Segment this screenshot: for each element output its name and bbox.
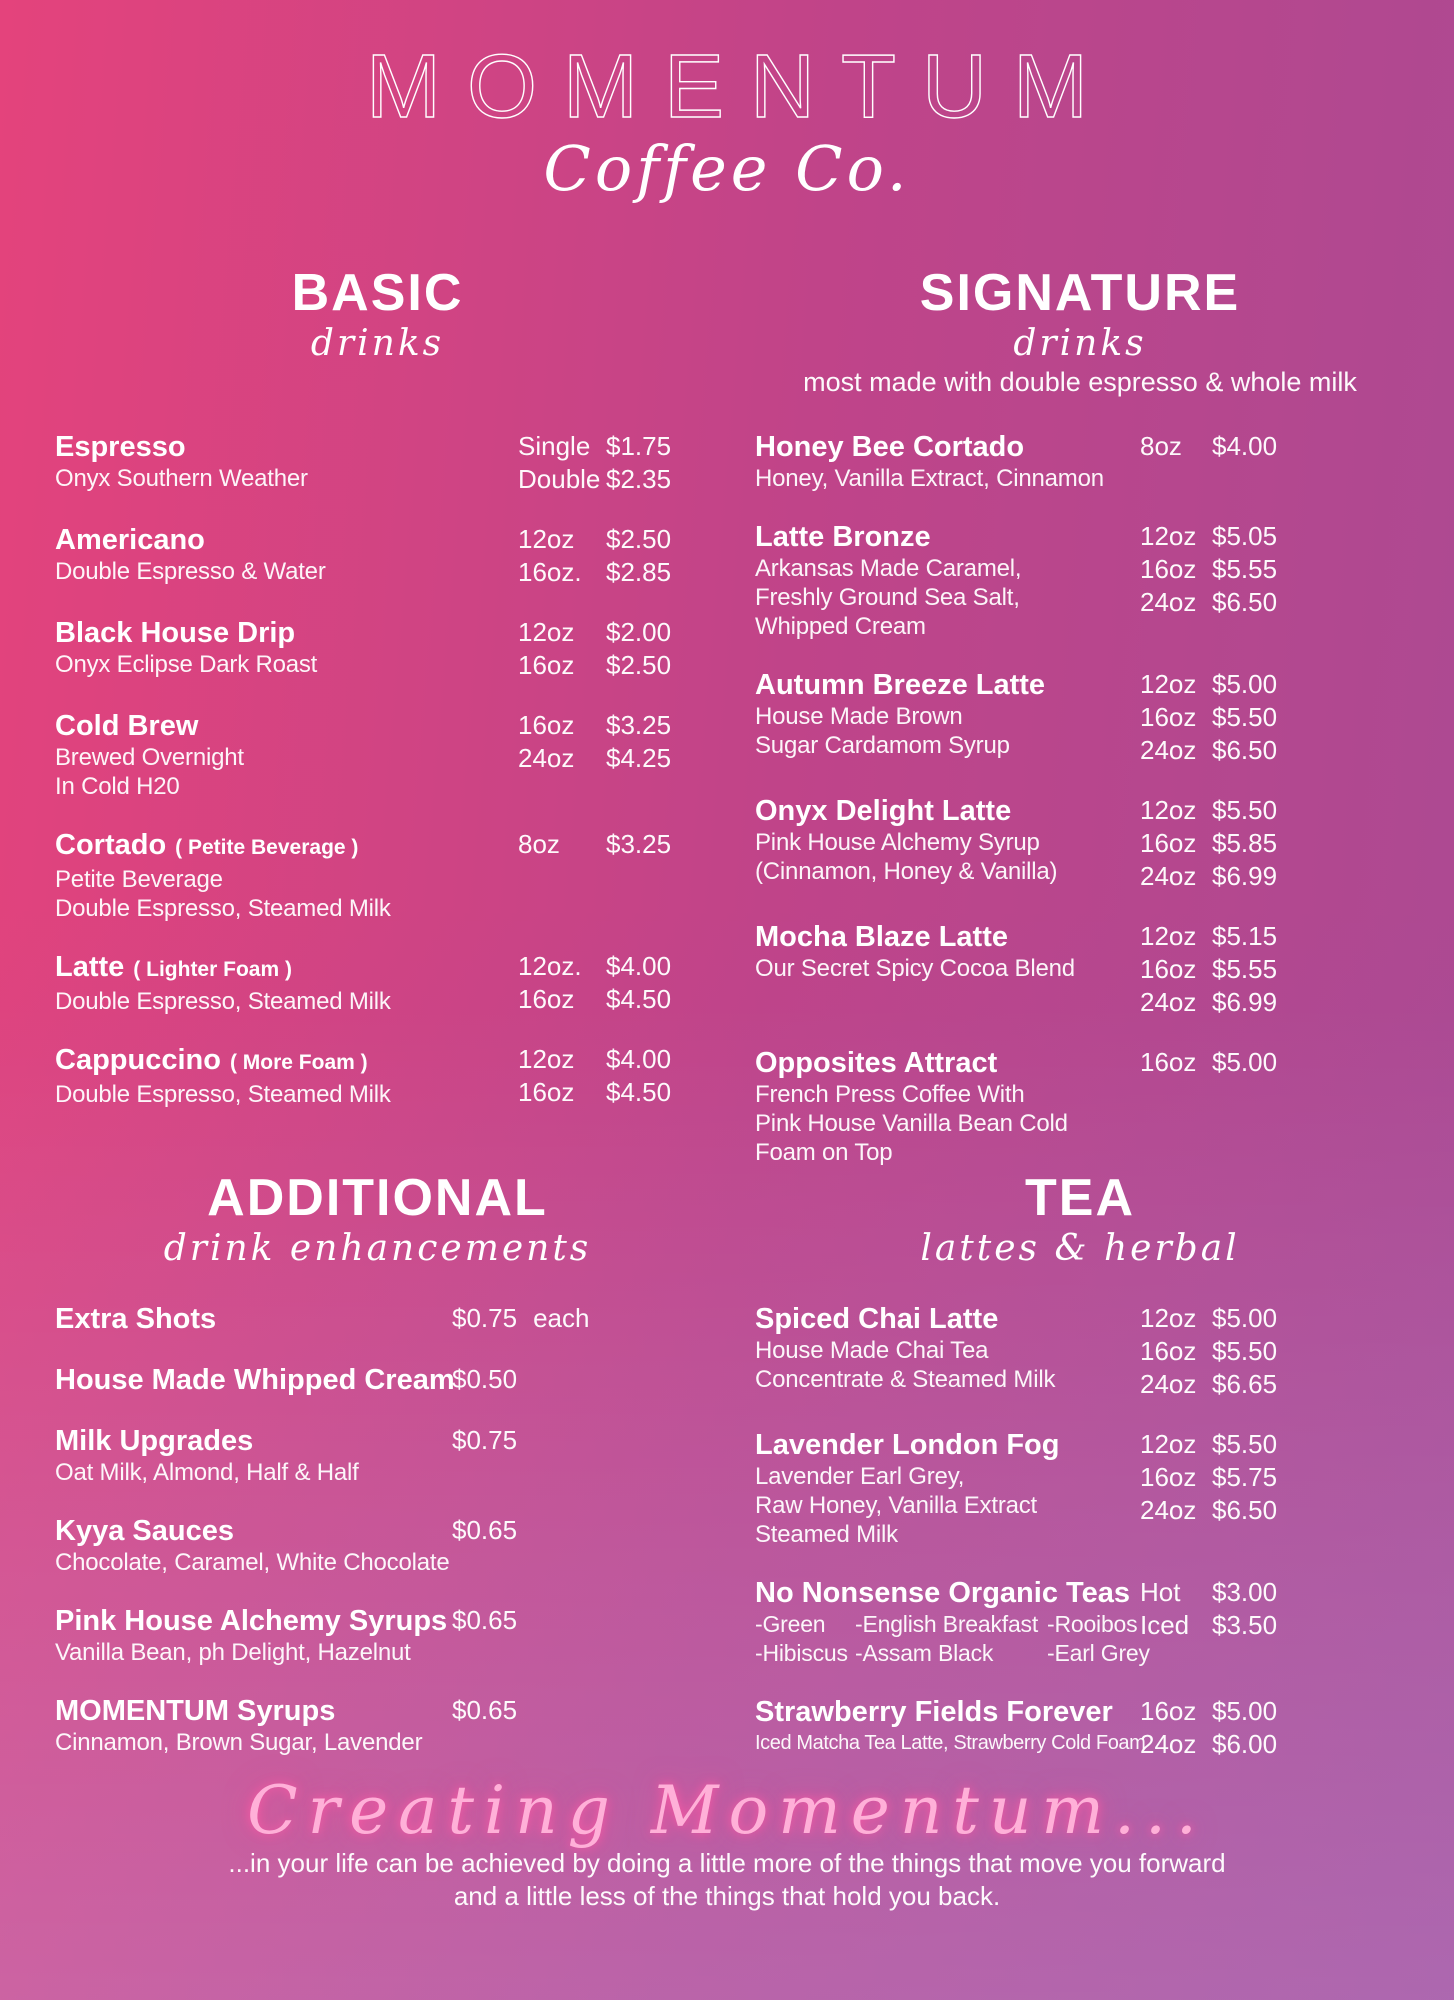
item-main	[55, 828, 518, 923]
item-main	[55, 430, 518, 496]
price-value: $4.25	[606, 743, 672, 773]
price-line	[1140, 1046, 1405, 1079]
item-description-line: Lavender Earl Grey,	[755, 1463, 965, 1490]
section-additional	[55, 1170, 700, 1784]
item-prices	[518, 523, 700, 589]
section-basic-script-subtitle: drinks	[310, 323, 445, 364]
price-value: $6.50	[1212, 1495, 1278, 1525]
item-description-line: Double Espresso, Steamed Milk	[55, 1081, 391, 1108]
price-value: $4.00	[606, 1044, 672, 1074]
price-size-label: 16oz.	[518, 557, 582, 587]
section-tea	[755, 1170, 1405, 1788]
price-value: $4.00	[1212, 431, 1278, 461]
price-size-label: 12oz	[1140, 921, 1197, 951]
item-prices	[452, 1694, 700, 1757]
price-line	[1140, 986, 1405, 1019]
item-prices	[1140, 520, 1405, 641]
price-line	[518, 649, 700, 682]
item-description-line: French Press Coffee With	[755, 1081, 1025, 1108]
item-prices	[1140, 1695, 1405, 1761]
price-size-label: Hot	[1140, 1577, 1181, 1607]
price-value: $6.50	[1212, 587, 1278, 617]
item-name: Cold Brew	[55, 710, 199, 742]
menu-item	[55, 1604, 700, 1667]
price-line	[452, 1514, 700, 1547]
price-size-label: 12oz	[1140, 521, 1197, 551]
price-value: $5.00	[1212, 1696, 1278, 1726]
item-name-suffix: ( Lighter Foam )	[133, 958, 292, 981]
price-size-label: 24oz	[1140, 1729, 1197, 1759]
item-name: Pink House Alchemy Syrups	[55, 1605, 448, 1637]
item-main	[55, 1043, 518, 1109]
price-size-label: 12oz.	[518, 951, 582, 981]
price-line	[518, 1043, 700, 1076]
price-value: $6.99	[1212, 861, 1278, 891]
price-line	[1140, 1428, 1405, 1461]
price-line	[518, 1076, 700, 1109]
section-signature-title: SIGNATURE	[919, 264, 1241, 322]
price-value: $5.55	[1212, 554, 1278, 584]
section-signature-note: most made with double espresso & whole milk	[803, 367, 1357, 397]
price-line	[1140, 430, 1405, 463]
price-value: $5.00	[1212, 1303, 1278, 1333]
brand-title: MOMENTUM	[366, 37, 1114, 137]
item-prices	[452, 1302, 700, 1336]
price-line	[1140, 586, 1405, 619]
menu-item	[755, 520, 1405, 641]
menu-item	[55, 950, 700, 1016]
price-line	[1140, 1494, 1405, 1527]
item-name: Americano	[55, 524, 205, 556]
price-line	[1140, 1695, 1405, 1728]
item-description-line: Chocolate, Caramel, White Chocolate	[55, 1549, 450, 1576]
section-basic	[55, 265, 700, 1136]
item-prices	[452, 1604, 700, 1667]
price-size-label: 16oz	[1140, 1336, 1197, 1366]
price-value: $0.65	[452, 1515, 518, 1545]
item-prices	[518, 430, 700, 496]
price-value: $5.75	[1212, 1462, 1278, 1492]
price-size-label: 16oz	[518, 984, 575, 1014]
item-name: Extra Shots	[55, 1303, 217, 1335]
item-description-line: Foam on Top	[755, 1139, 893, 1166]
price-size-label: 24oz	[518, 743, 575, 773]
item-main	[755, 1576, 1150, 1668]
item-main	[755, 1046, 1140, 1167]
item-name: Spiced Chai Latte	[755, 1303, 999, 1335]
price-size-label: 12oz	[1140, 795, 1197, 825]
price-line	[518, 556, 700, 589]
item-name: Cappuccino ( More Foam )	[55, 1044, 368, 1076]
item-description-line: Arkansas Made Caramel,	[755, 555, 1022, 582]
price-value: $2.35	[606, 464, 672, 494]
price-value: $6.99	[1212, 987, 1278, 1017]
price-value: $3.25	[606, 710, 672, 740]
footer-line-2: and a little less of the things that hold you back.	[453, 1881, 1001, 1911]
price-size-label: 8oz	[518, 829, 560, 859]
price-value: $0.65	[452, 1695, 518, 1725]
item-prices	[452, 1424, 700, 1487]
price-line	[518, 950, 700, 983]
item-name: Black House Drip	[55, 617, 296, 649]
item-description-line: Whipped Cream	[755, 613, 926, 640]
price-value: $3.50	[1212, 1610, 1278, 1640]
price-value: $6.00	[1212, 1729, 1278, 1759]
section-additional-title: ADDITIONAL	[207, 1169, 548, 1227]
item-name: Latte Bronze	[755, 521, 931, 553]
price-value: $4.50	[606, 984, 672, 1014]
item-description-line: Sugar Cardamom Syrup	[755, 732, 1010, 759]
price-value: $5.50	[1212, 795, 1278, 825]
tea-variety: -Earl Grey	[1047, 1640, 1150, 1666]
price-line	[518, 983, 700, 1016]
price-size-label: 12oz	[518, 617, 575, 647]
price-line	[1140, 920, 1405, 953]
menu-item	[55, 523, 700, 589]
item-prices	[1140, 920, 1405, 1019]
item-prices	[1140, 1428, 1405, 1549]
item-description-line: Pink House Alchemy Syrup	[755, 829, 1040, 856]
item-name: Autumn Breeze Latte	[755, 669, 1046, 701]
price-size-label: 24oz	[1140, 861, 1197, 891]
item-prices	[1140, 1302, 1405, 1401]
item-description-line: Freshly Ground Sea Salt,	[755, 584, 1020, 611]
item-name: Honey Bee Cortado	[755, 431, 1025, 463]
price-value: $1.75	[606, 431, 672, 461]
price-value: $5.15	[1212, 921, 1278, 951]
item-name: Espresso	[55, 431, 186, 463]
section-signature-script-subtitle: drinks	[1013, 323, 1147, 364]
item-main	[755, 1428, 1140, 1549]
item-description-line: Cinnamon, Brown Sugar, Lavender	[55, 1729, 423, 1756]
item-main	[55, 1424, 452, 1487]
price-size-label: 16oz	[1140, 702, 1197, 732]
price-line	[1140, 794, 1405, 827]
price-line	[1140, 734, 1405, 767]
price-value: $3.25	[606, 829, 672, 859]
footer-line-1: ...in your life can be achieved by doing a little more of the things that move you forward	[228, 1848, 1226, 1878]
item-main	[55, 523, 518, 589]
item-prices	[452, 1363, 700, 1397]
section-additional-script-subtitle: drink enhancements	[163, 1228, 592, 1269]
item-prices	[1140, 794, 1405, 893]
item-name: Kyya Sauces	[55, 1515, 234, 1547]
price-line	[1140, 1576, 1405, 1609]
tea-variety: -Assam Black	[855, 1640, 994, 1666]
item-prices	[518, 950, 700, 1016]
item-description-line: Our Secret Spicy Cocoa Blend	[755, 955, 1075, 982]
price-line	[518, 523, 700, 556]
item-name: Milk Upgrades	[55, 1425, 254, 1457]
price-size-label: Single	[518, 431, 591, 461]
item-main	[55, 1363, 455, 1397]
price-line	[1140, 860, 1405, 893]
price-size-label: 16oz	[1140, 1462, 1197, 1492]
price-size-label: Iced	[1140, 1610, 1190, 1640]
price-size-label: 16oz	[518, 650, 575, 680]
menu-item	[755, 430, 1405, 493]
price-value: $5.55	[1212, 954, 1278, 984]
price-size-label: 16oz	[1140, 1047, 1197, 1077]
price-value: $2.50	[606, 524, 672, 554]
price-line	[518, 742, 700, 775]
price-unit: each	[533, 1303, 590, 1333]
price-value: $3.00	[1212, 1577, 1278, 1607]
price-size-label: 8oz	[1140, 431, 1182, 461]
item-description-line: Pink House Vanilla Bean Cold	[755, 1110, 1068, 1137]
item-description-line: Raw Honey, Vanilla Extract	[755, 1492, 1038, 1519]
item-description-line: In Cold H20	[55, 773, 180, 800]
section-tea-items	[755, 1302, 1405, 1761]
item-description-line: Petite Beverage	[55, 866, 223, 893]
item-description-line: Iced Matcha Tea Latte, Strawberry Cold Foam	[755, 1732, 1146, 1754]
price-line	[452, 1604, 700, 1637]
price-line	[1140, 701, 1405, 734]
price-line	[452, 1694, 700, 1727]
section-basic-items	[55, 430, 700, 1109]
price-line	[452, 1424, 700, 1457]
tea-variety-list	[755, 1610, 1150, 1668]
menu-item	[755, 1302, 1405, 1401]
menu-item	[55, 1043, 700, 1109]
price-value: $5.00	[1212, 1047, 1278, 1077]
price-value: $5.50	[1212, 1429, 1278, 1459]
price-line	[452, 1363, 700, 1396]
section-basic-title: BASIC	[291, 264, 464, 322]
price-line	[1140, 1335, 1405, 1368]
item-name: Mocha Blaze Latte	[755, 921, 1008, 953]
item-description-line: Oat Milk, Almond, Half & Half	[55, 1459, 359, 1486]
item-description-line: Concentrate & Steamed Milk	[755, 1366, 1056, 1393]
price-size-label: 12oz	[1140, 1429, 1197, 1459]
item-description-line: Brewed Overnight	[55, 744, 244, 771]
menu-item	[55, 430, 700, 496]
menu-item	[55, 709, 700, 801]
item-main	[55, 1514, 452, 1577]
tea-variety: -English Breakfast	[855, 1611, 1039, 1637]
price-value: $5.00	[1212, 669, 1278, 699]
item-main	[755, 430, 1140, 493]
price-line	[452, 1302, 700, 1335]
item-description-line: Onyx Eclipse Dark Roast	[55, 651, 318, 678]
price-line	[1140, 827, 1405, 860]
price-value: $5.50	[1212, 1336, 1278, 1366]
price-line	[1140, 1728, 1405, 1761]
price-size-label: 24oz	[1140, 587, 1197, 617]
price-line	[518, 828, 700, 861]
item-description-line: House Made Brown	[755, 703, 963, 730]
price-value: $2.50	[606, 650, 672, 680]
price-value: $2.85	[606, 557, 672, 587]
item-prices	[1140, 430, 1405, 493]
item-description-line: (Cinnamon, Honey & Vanilla)	[755, 858, 1058, 885]
price-size-label: 16oz	[1140, 954, 1197, 984]
item-name: Cortado ( Petite Beverage )	[55, 829, 359, 861]
price-size-label: 24oz	[1140, 735, 1197, 765]
price-line	[518, 430, 700, 463]
item-name: House Made Whipped Cream	[55, 1364, 455, 1396]
price-value: $0.75	[452, 1303, 518, 1333]
item-name: No Nonsense Organic Teas	[755, 1577, 1130, 1609]
menu-item	[55, 1694, 700, 1757]
item-main	[55, 1604, 452, 1667]
item-description-line: Vanilla Bean, ph Delight, Hazelnut	[55, 1639, 411, 1666]
menu-item	[55, 1424, 700, 1487]
item-description-line: Double Espresso, Steamed Milk	[55, 895, 391, 922]
price-line	[1140, 1302, 1405, 1335]
section-tea-title: TEA	[1025, 1169, 1135, 1227]
price-size-label: 24oz	[1140, 1369, 1197, 1399]
item-description-line: Double Espresso & Water	[55, 558, 326, 585]
menu-item	[55, 1514, 700, 1577]
item-prices	[518, 709, 700, 801]
price-value: $5.05	[1212, 521, 1278, 551]
price-size-label: 16oz	[1140, 828, 1197, 858]
tea-variety: -Green	[755, 1611, 826, 1637]
menu-item	[755, 794, 1405, 893]
price-size-label: Double	[518, 464, 601, 494]
menu-item	[55, 1363, 700, 1397]
menu-item	[755, 1576, 1405, 1668]
item-description-line: House Made Chai Tea	[755, 1337, 989, 1364]
item-prices	[1140, 1576, 1405, 1668]
item-prices	[518, 616, 700, 682]
menu-item	[755, 1428, 1405, 1549]
item-main	[55, 709, 518, 801]
item-main	[55, 950, 518, 1016]
price-line	[1140, 1461, 1405, 1494]
menu-item	[755, 668, 1405, 767]
price-line	[1140, 668, 1405, 701]
price-value: $0.75	[452, 1425, 518, 1455]
price-size-label: 12oz	[1140, 669, 1197, 699]
tea-variety: -Rooibos	[1047, 1611, 1138, 1637]
menu-item	[55, 1302, 700, 1336]
footer	[0, 1772, 1454, 1913]
item-main	[55, 616, 518, 682]
item-main	[755, 668, 1140, 767]
price-line	[518, 616, 700, 649]
item-name: Onyx Delight Latte	[755, 795, 1012, 827]
price-value: $6.65	[1212, 1369, 1278, 1399]
price-line	[1140, 1368, 1405, 1401]
item-name-suffix: ( More Foam )	[229, 1051, 368, 1074]
menu-item	[55, 616, 700, 682]
price-size-label: 16oz	[1140, 1696, 1197, 1726]
item-main	[755, 1695, 1146, 1761]
item-main	[755, 794, 1140, 893]
item-name-suffix: ( Petite Beverage )	[175, 836, 359, 859]
section-tea-script-subtitle: lattes & herbal	[920, 1228, 1240, 1269]
price-size-label: 12oz	[1140, 1303, 1197, 1333]
price-size-label: 12oz	[518, 1044, 575, 1074]
item-prices	[518, 1043, 700, 1109]
price-size-label: 16oz	[1140, 554, 1197, 584]
price-value: $5.85	[1212, 828, 1278, 858]
price-line	[1140, 553, 1405, 586]
price-size-label: 24oz	[1140, 987, 1197, 1017]
price-value: $4.50	[606, 1077, 672, 1107]
item-description-line: Honey, Vanilla Extract, Cinnamon	[755, 465, 1104, 492]
price-value: $5.50	[1212, 702, 1278, 732]
item-prices	[452, 1514, 700, 1577]
item-name: Strawberry Fields Forever	[755, 1696, 1113, 1728]
item-main	[55, 1302, 452, 1336]
price-line	[1140, 1609, 1405, 1642]
price-value: $2.00	[606, 617, 672, 647]
price-line	[518, 709, 700, 742]
price-value: $0.50	[452, 1364, 518, 1394]
price-size-label: 16oz	[518, 710, 575, 740]
item-main	[755, 1302, 1140, 1401]
price-size-label: 16oz	[518, 1077, 575, 1107]
section-signature	[755, 265, 1405, 1194]
price-value: $0.65	[452, 1605, 518, 1635]
price-line	[1140, 520, 1405, 553]
footer-script-tagline: Creating Momentum...	[247, 1772, 1207, 1849]
price-line	[518, 463, 700, 496]
item-main	[755, 920, 1140, 1019]
item-main	[55, 1694, 452, 1757]
menu-item	[755, 1046, 1405, 1167]
item-name: Opposites Attract	[755, 1047, 998, 1079]
price-value: $6.50	[1212, 735, 1278, 765]
brand-header	[0, 37, 1454, 205]
price-line	[1140, 953, 1405, 986]
menu-item	[755, 1695, 1405, 1761]
item-name: MOMENTUM Syrups	[55, 1695, 336, 1727]
price-size-label: 24oz	[1140, 1495, 1197, 1525]
item-description-line: Double Espresso, Steamed Milk	[55, 988, 391, 1015]
brand-subtitle: Coffee Co.	[543, 132, 911, 205]
item-prices	[1140, 668, 1405, 767]
item-name: Lavender London Fog	[755, 1429, 1060, 1461]
price-value: $4.00	[606, 951, 672, 981]
tea-variety: -Hibiscus	[755, 1640, 848, 1666]
section-additional-items	[55, 1302, 700, 1757]
menu-item	[55, 828, 700, 923]
item-prices	[518, 828, 700, 923]
item-description-line: Steamed Milk	[755, 1521, 898, 1548]
price-size-label: 12oz	[518, 524, 575, 554]
menu-item	[755, 920, 1405, 1019]
item-prices	[1140, 1046, 1405, 1167]
item-main	[755, 520, 1140, 641]
item-description-line: Onyx Southern Weather	[55, 465, 308, 492]
item-name: Latte ( Lighter Foam )	[55, 951, 292, 983]
section-signature-items	[755, 430, 1405, 1167]
